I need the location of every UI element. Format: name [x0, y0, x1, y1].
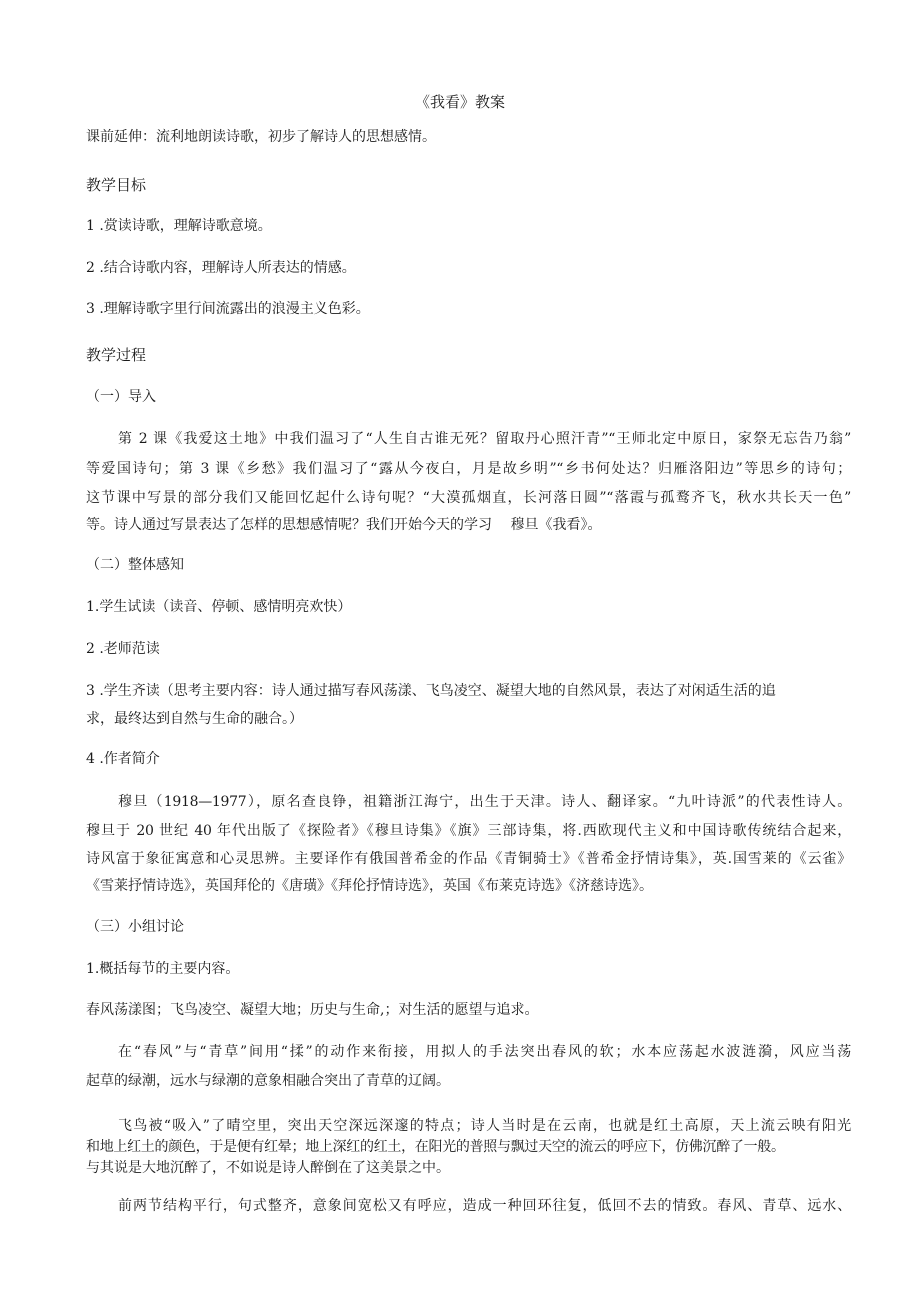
intro-line: 等爱国诗句；第 3 课《乡愁》我们温习了“露从今夜白，月是故乡明”“乡书何处达？归雁洛阳边”等思乡的诗句；: [86, 461, 851, 477]
para-line: 飞鸟被“吸入”了晴空里，突出天空深远深邃的特点；诗人当时是在云南，也就是红土高原，天上流云映有阳光: [118, 1118, 851, 1134]
para-line: 起草的绿潮，远水与绿潮的意象相融合突出了青草的辽阔。: [86, 1073, 450, 1089]
process-heading: 教学过程: [86, 346, 147, 364]
discussion-item: 1.概括每节的主要内容。: [86, 961, 240, 977]
intro-heading: （一）导入: [86, 389, 156, 405]
goals-heading: 教学目标: [86, 176, 147, 194]
author-line: 穆旦（1918—1977），原名查良铮，祖籍浙江海宁，出生于天津。诗人、翻译家。“九叶诗派”的代表性诗人。: [118, 794, 851, 810]
goal-item: 1 .赏读诗歌，理解诗歌意境。: [86, 218, 272, 234]
discussion-heading: （三）小组讨论: [86, 919, 184, 935]
goal-item: 3 .理解诗歌字里行间流露出的浪漫主义色彩。: [86, 301, 370, 317]
preview-line: 课前延伸：流利地朗读诗歌，初步了解诗人的思想感情。: [86, 129, 436, 145]
overall-item: 2 .老师范读: [86, 641, 160, 657]
para-line: 前两节结构平行，句式整齐，意象间宽松又有呼应，造成一种回环往复，低回不去的情致。春风、青草、远水、: [118, 1198, 851, 1214]
intro-line: 这节课中写景的部分我们又能回忆起什么诗句呢？“大漠孤烟直，长河落日圆”“落霞与孤鹜齐飞，秋水共长天一色”: [86, 490, 851, 506]
para-line: 在“春风”与“青草”间用“揉”的动作来衔接，用拟人的手法突出春风的软；水本应荡起水波涟漪，风应当荡: [118, 1044, 851, 1060]
document-title: 《我看》教案: [414, 93, 505, 111]
intro-line: 第 2 课《我爱这土地》中我们温习了“人生自古谁无死？留取丹心照汗青”“王师北定中原日，家祭无忘告乃翁”: [118, 431, 851, 447]
overall-item: 3 .学生齐读（思考主要内容：诗人通过描写春风荡漾、飞鸟凌空、凝望大地的自然风景，表达了对闲适生活的追: [86, 683, 776, 699]
overall-item: 4 .作者简介: [86, 751, 160, 767]
goal-item: 2 .结合诗歌内容，理解诗人所表达的情感。: [86, 260, 356, 276]
author-line: 穆旦于 20 世纪 40 年代出版了《探险者》《穆旦诗集》《旗》三部诗集，将.西欧现代主义和中国诗歌传统结合起来，: [86, 823, 851, 839]
overall-heading: （二）整体感知: [86, 557, 184, 573]
intro-line: 等。诗人通过写景表达了怎样的思想感情呢？我们开始今天的学习 穆旦《我看》。: [86, 517, 602, 533]
overall-item: 求，最终达到自然与生命的融合。）: [86, 711, 303, 727]
para-line: 与其说是大地沉醉了，不如说是诗人醉倒在了这美景之中。: [86, 1160, 450, 1176]
summary-line: 春风荡漾图；飞鸟凌空、凝望大地；历史与生命,；对生活的愿望与追求。: [86, 1002, 539, 1018]
para-line: 和地上红土的颜色，于是便有红晕；地上深红的红土，在阳光的普照与飘过天空的流云的呼应下，仿佛沉醉了一般。: [86, 1139, 785, 1155]
author-line: 《雪莱抒情诗选》，英国拜伦的《唐璜》《拜伦抒情诗选》，英国《布莱克诗选》《济慈诗选》。: [86, 878, 653, 894]
overall-item: 1.学生试读（读音、停顿、感情明亮欢快）: [86, 599, 352, 615]
author-line: 诗风富于象征寓意和心灵思辨。主要译作有俄国普希金的作品《青铜骑士》《普希金抒情诗集》，英.国雪莱的《云雀》: [86, 851, 851, 867]
